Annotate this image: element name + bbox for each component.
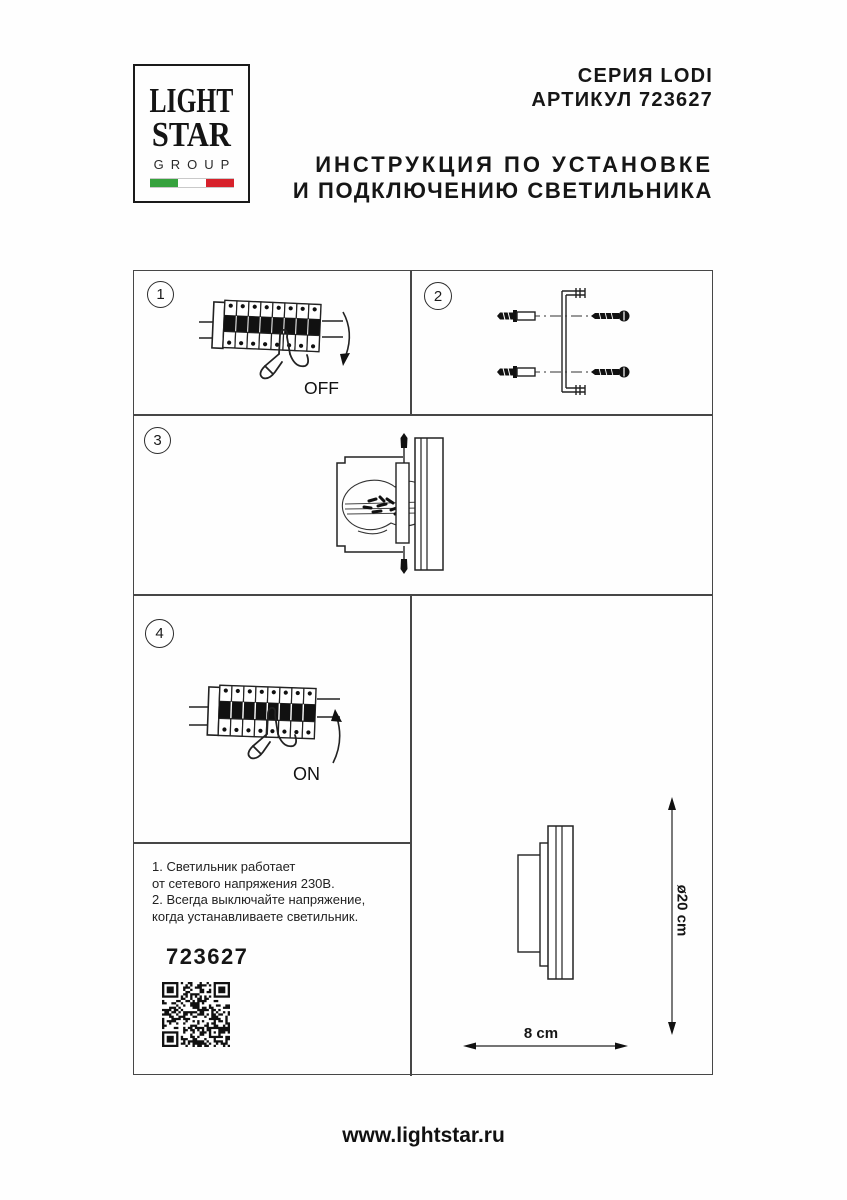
qr-code	[162, 982, 230, 1047]
width-label: 8 cm	[523, 1025, 559, 1042]
article-label: АРТИКУЛ 723627	[531, 89, 713, 111]
fixing-screw-icon	[401, 546, 408, 574]
lamp-side-view	[518, 826, 573, 979]
note-line: от сетевого напряжения 230В.	[152, 875, 335, 891]
step-1-number	[147, 281, 174, 308]
center-lines	[508, 316, 628, 372]
width-dimension-line	[463, 1043, 628, 1050]
lightstar-logo	[133, 64, 250, 203]
lamp-body-side	[415, 438, 443, 570]
note-line: когда устанавливаете светильник.	[152, 908, 359, 924]
instruction-title-line1: ИНСТРУКЦИЯ ПО УСТАНОВКЕ	[315, 152, 713, 177]
dimensions-drawing	[409, 593, 713, 1075]
arrow-up-icon	[331, 709, 342, 763]
mounting-plate	[396, 463, 409, 543]
step-4-number	[145, 619, 174, 648]
logo-word-group: GROUP	[153, 157, 237, 172]
fixing-screw-icon	[401, 433, 408, 463]
website-url: www.lightstar.ru	[342, 1124, 505, 1147]
logo-word-light: LIGHT	[149, 81, 234, 120]
bracket-side-view	[337, 457, 403, 552]
grid-divider	[134, 842, 411, 844]
mounting-kit-drawing	[409, 271, 713, 413]
header	[290, 64, 713, 204]
diameter-label: ø20 cm	[673, 884, 691, 937]
circuit-breaker-row	[212, 300, 321, 353]
note-line: 1. Светильник работает	[152, 859, 296, 874]
screw-icon	[591, 311, 630, 322]
wall-plug-icon	[497, 366, 535, 378]
wall-plug-icon	[497, 310, 535, 322]
arrow-down-icon	[340, 312, 350, 366]
step-number-text: 3	[153, 432, 162, 449]
circuit-breaker-row	[207, 685, 316, 739]
article-number: 723627	[166, 944, 249, 969]
wiring-drawing	[133, 413, 713, 593]
step-number-text: 1	[156, 286, 165, 303]
flag-green-segment	[150, 179, 178, 187]
note-line: 2. Всегда выключайте напряжение,	[152, 892, 366, 907]
mounting-bracket	[562, 288, 585, 395]
series-label: СЕРИЯ LODI	[577, 65, 713, 87]
safety-notes	[152, 859, 402, 925]
breaker-on-drawing	[183, 668, 363, 793]
flag-red-segment	[206, 179, 234, 187]
italian-flag-icon	[150, 178, 234, 188]
screw-icon	[591, 367, 630, 378]
logo-word-star: STAR	[152, 115, 231, 154]
on-label: ON	[293, 764, 320, 784]
step-number-text: 2	[433, 287, 443, 305]
flag-white-segment	[178, 179, 206, 187]
step-number-text: 4	[155, 625, 164, 642]
off-label: OFF	[304, 378, 339, 398]
instruction-title-line2: И ПОДКЛЮЧЕНИЮ СВЕТИЛЬНИКА	[292, 178, 713, 203]
